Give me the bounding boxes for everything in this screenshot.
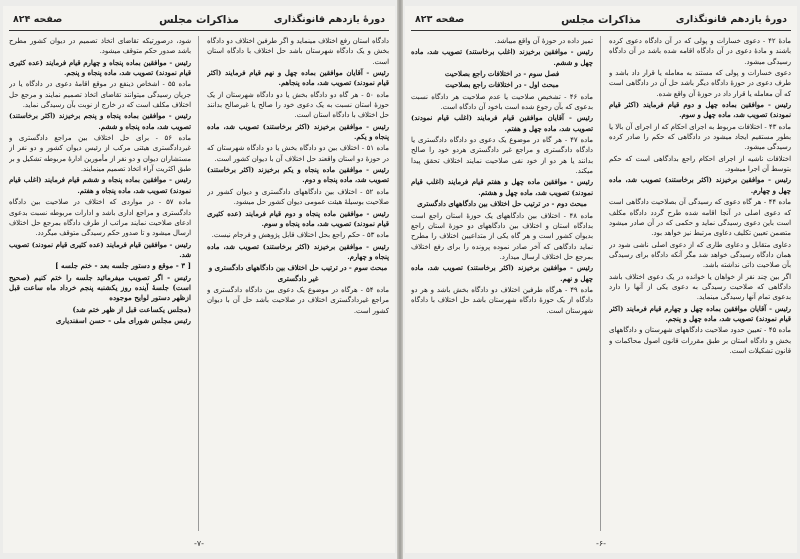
paragraph: رئیس - آقایان موافقین قیام فرمایند (اغلب قیام نمودند) تصویب شد، ماده چهل و هفتم. xyxy=(411,114,593,133)
page-right xyxy=(405,6,797,553)
header-section: مذاکرات مجلس xyxy=(561,14,641,26)
closing-heading: [ ۳ - موقع و دستور جلسه بعد - ختم جلسه ] xyxy=(55,261,191,271)
paragraph: دعاوی متقابل و دعاوی طاری که از دعوی اصلی ناشی شود در همان دادگاه رسیدگی خواهد شد مگر آنکه دادگاه برای رسیدگی بآن صلاحیت ذاتی نداشته باشد. xyxy=(609,240,791,270)
paragraph: ماده ۵۱ - اختلاف بین دو دادگاه بخش یا دو دادگاه شهرستان که در حوزهٔ دو استان واقعند حل اختلاف آن با دیوان کشور است. xyxy=(207,144,389,163)
paragraph: رئیس - آقایان موافقین بماده چهل و چهارم قیام فرمایند (اکثر قیام نمودند) تصویب شد، ماده چهل و پنجم. xyxy=(609,304,791,323)
section-heading: فصل سوم - در اختلافات راجع بصلاحیت xyxy=(444,70,560,79)
paragraph: تمیز داده در حوزهٔ آن واقع میباشد. xyxy=(494,37,593,45)
closing-note: (مجلس یکساعت قبل از ظهر ختم شد) xyxy=(72,304,191,314)
section-heading: مبحث دوم - در ترتیب حل اختلاف بین دادگاههای دادگستری xyxy=(417,200,587,209)
paragraph: ماده ۴۵ - تعیین حدود صلاحیت دادگاههای شهرستان و دادگاههای بخش و دادگاه استان بر طبق مقررات قانون اصول محاکمات و قانون تشکیلات است. xyxy=(609,326,791,355)
paragraph: ماده ۵۶ - برای حل اختلاف بین مراجع دادگستری و غیردادگستری هیئتی مرکب از رئیس دیوان کشور و دو نفر از مستشاران دیوان و دو نفر از مأمورین ادارهٔ مربوطه تشکیل و بر طبق اکثریت آراء اتخاذ تصمیم مینمایند. xyxy=(9,134,191,174)
text-column-left xyxy=(411,36,593,531)
header-section: مذاکرات مجلس xyxy=(159,14,239,26)
paragraph: رئیس - موافقین برخیزند (اکثر برخاستند) تصویب شد، ماده چهل و نهم. xyxy=(411,264,593,283)
book-gutter xyxy=(397,0,403,559)
header-page-number: صفحه ۸۲۴ xyxy=(13,14,63,25)
paragraph: اگر بین چند نفر از خواهان یا خوانده در یک دعوی اختلاف باشد دادگاهی که صلاحیت رسیدگی به دعوی یکی از آنها را دارد بدعوی تمام آنها رسیدگی مینماید. xyxy=(609,272,791,302)
page-footer-number: -۶- xyxy=(595,539,607,548)
page-header xyxy=(411,12,791,30)
page-header xyxy=(9,12,389,30)
page-left xyxy=(3,6,395,553)
paragraph: رئیس - موافقین بماده چهل و دوم قیام فرمایند (اکثر قیام نمودند) تصویب شد، ماده چهل و سوم. xyxy=(609,101,791,120)
paragraph: ماده ۵۰ - هر گاه دو دادگاه بخش یا دو دادگاه شهرستان از یک حوزهٔ استان نسبت به یک دعوی خود را صالح یا غیرصالح بدانند حل اختلاف با دادگاه استان است. xyxy=(207,90,389,120)
paragraph: ماده ۵۷ - در مواردی که اختلاف در صلاحیت بین دادگاه دادگستری و مراجع اداری باشد و ادارات مربوطه نسبت بدعوی ادعای صلاحیت نمایند مراتب از طرف دادگاه بمرجع حل اختلاف ارسال میشود و تا صدور حکم رسیدگی متوقف میگردد. xyxy=(9,198,191,238)
paragraph: دادگاه استان رفع اختلاف مینماید و اگر طرفین اختلاف دو دادگاه بخش و یک دادگاه شهرستان باشد حل اختلاف با دادگاه استان است. xyxy=(207,37,389,66)
paragraph: شود، درصورتیکه تقاضای اتخاذ تصمیم در دیوان کشور مطرح باشد صدور حکم متوقف میشود. xyxy=(9,37,191,56)
paragraph: رئیس - موافقین برخیزند (اکثر برخاستند) تصویب شد، ماده پنجاه و چهارم. xyxy=(207,242,389,261)
header-page-number: صفحه ۸۲۳ xyxy=(415,14,465,25)
closing-statement: رئیس - اگر تصویب میفرمائید جلسه را ختم کنیم (صحیح است) جلسهٔ آینده روز یکشنبه پنجم خرداد ماه ساعت قبل ازظهر دستور لوایح موجوده xyxy=(9,272,191,303)
text-column-right xyxy=(207,36,389,531)
paragraph: رئیس - موافقین ماده پنجاه و یکم برخیزند (اکثر برخاستند) تصویب شد، ماده پنجاه و دوم. xyxy=(207,166,389,185)
paragraph: مادهٔ ۴۲ - دعوی خسارات و پولی که در آن دادگاه دعوی کرده باشند و مادهٔ دعوی در آن دادگاه اقامه شده باشد در آن دادگاه رسیدگی میشود. xyxy=(609,37,791,66)
paragraph: اختلافات ناشیه از اجرای احکام راجع بدادگاهی است که حکم بتوسط آن اجرا میشود. xyxy=(609,154,791,174)
text-column-right xyxy=(609,36,791,531)
paragraph: ماده ۵۵ - اشخاص ذینفع در موقع اقامهٔ دعوی در دادگاه یا در جریان رسیدگی میتوانند تقاضای اتخاذ تصمیم نمایند و مرجع حل اختلاف مکلف است که در خارج از نوبت بآن رسیدگی نماید. xyxy=(9,80,191,110)
paragraph: ماده ۵۴ - هرگاه در موضوع یک دعوی بین دادگاه دادگستری و مراجع غیردادگستری اختلاف در صلاحیت باشد حل آن با دیوان کشور است. xyxy=(207,285,389,315)
paragraph: رئیس - موافقین قیام فرمایند (عده کثیری قیام نمودند) تصویب شد. xyxy=(9,240,191,259)
paragraph: ماده ۴۹ - هرگاه طرفین اختلاف دو دادگاه بخش باشد و هر دو دادگاه از یک حوزهٔ دادگاه شهرستان باشد حل اختلاف با دادگاه شهرستان است. xyxy=(411,285,593,315)
paragraph: ماده ۴۷ - هر گاه در موضوع یک دعوی دو دادگاه دادگستری یا دادگاه دادگستری و مراجع غیر دادگستری هردو خود را صالح بدانند یا هر دو از خود نفی صلاحیت نمایند اختلاف تحقق پیدا میکند. xyxy=(411,136,593,176)
section-heading: مبحث سوم - در ترتیب حل اختلاف بین دادگاههای دادگستری و غیر دادگستری xyxy=(208,264,388,283)
paragraph: ماده ۴۸ - اختلاف بین دادگاههای یک حوزهٔ استان راجع است بدادگاه استان و اختلاف بین دادگاههای دو حوزهٔ استان راجع بدیوان کشور است و هر گاه یکی از متداعیین اختلاف را مطرح نماید دادگاهی که آخر صادر نموده پرونده را برای رفع اختلاف بمرجع حل اختلاف ارسال میدارد. xyxy=(411,211,593,261)
paragraph: رئیس - موافقین برخیزند (اکثر برخاستند) تصویب شد، ماده چهل و چهارم. xyxy=(609,176,791,195)
paragraph: رئیس - موافقین ماده پنجاه و دوم قیام فرمایند (عده کثیری قیام نمودند) تصویب شد، ماده پنجاه و سوم. xyxy=(207,209,389,228)
paragraph: رئیس - موافقین برخیزند (اکثر برخاستند) تصویب شد، ماده پنجاه و یکم. xyxy=(207,122,389,142)
paragraph: رئیس - موافقین ماده چهل و هفتم قیام فرمایند (اغلب قیام نمودند) تصویب شد، ماده چهل و هشتم. xyxy=(411,178,593,197)
column-divider xyxy=(600,36,601,531)
paragraph: ماده ۴۴ - هر گاه دعوی که رسیدگی آن بصلاحیت دادگاهی است که دعوی اصلی در آنجا اقامه شده طرح گردد دادگاه مکلف است باین دعوی رسیدگی نماید و حکمی که در آن صادر میشود متضمن تعیین تکلیف دعاوی مرتبط نیز خواهد بود. xyxy=(609,198,791,238)
header-rule xyxy=(411,30,791,31)
paragraph: ماده ۵۳ - حکم راجع بحل اختلاف قابل پژوهش و فرجام نیست. xyxy=(211,231,389,240)
header-rule xyxy=(9,30,389,31)
section-heading: مبحث اول - در اختلافات راجع بصلاحیت xyxy=(445,81,559,90)
paragraph: ماده ۴۶ - تشخیص صلاحیت یا عدم صلاحیت هر دادگاه نسبت بدعوی که بآن رجوع شده است باخود آن دادگاه است. xyxy=(411,92,593,112)
header-title: دورهٔ یازدهم قانونگذاری xyxy=(675,14,787,25)
paragraph: رئیس - موافقین برخیزند (اغلب برخاستند) تصویب شد، ماده چهل و ششم. xyxy=(411,48,593,67)
paragraph: رئیس - موافقین بماده پنجاه و پنجم برخیزند (اکثر برخاستند) تصویب شد، ماده پنجاه و ششم. xyxy=(9,112,191,131)
page-footer-number: -۷- xyxy=(193,539,205,548)
paragraph: رئیس - آقایان موافقین بماده چهل و نهم قیام فرمایند (اکثر قیام نمودند) تصویب شد، ماده پنجاهم. xyxy=(207,69,389,88)
paragraph: رئیس - موافقین بماده پنجاه و چهارم قیام فرمایند (عده کثیری قیام نمودند) تصویب شد، ماده پنجاه و پنجم. xyxy=(9,58,191,78)
paragraph: رئیس - موافقین بماده پنجاه و ششم قیام فرمایند (اغلب قیام نمودند) تصویب شد، ماده پنجاه و هفتم. xyxy=(9,176,191,195)
text-column-left xyxy=(9,36,191,531)
paragraph: ماده ۴۳ - اختلافات مربوط به اجرای احکام که از اجرای آن بالا یا بطور مستقیم ایجاد میشود در دادگاهی که حکم را صادر کرده رسیدگی میشود. xyxy=(609,122,791,152)
paragraph: دعوی خسارات و پولی که مستند به معامله یا قرار داد باشد و طرف دعوی در حوزهٔ دادگاه دیگر باشد حل آن در دادگاهی است که آن معامله یا قرار داد در حوزهٔ آن واقع شده. xyxy=(609,69,791,98)
header-title: دورهٔ یازدهم قانونگذاری xyxy=(273,14,385,25)
column-divider xyxy=(198,36,199,531)
closing-signature: رئیس مجلس شورای ملی - حسن اسفندیاری xyxy=(55,315,191,325)
paragraph: ماده ۵۲ - اختلاف بین دادگاههای دادگستری و دیوان کشور در صلاحیت بوسیلهٔ هیئت عمومی دیوان کشور حل میشود. xyxy=(207,187,389,207)
